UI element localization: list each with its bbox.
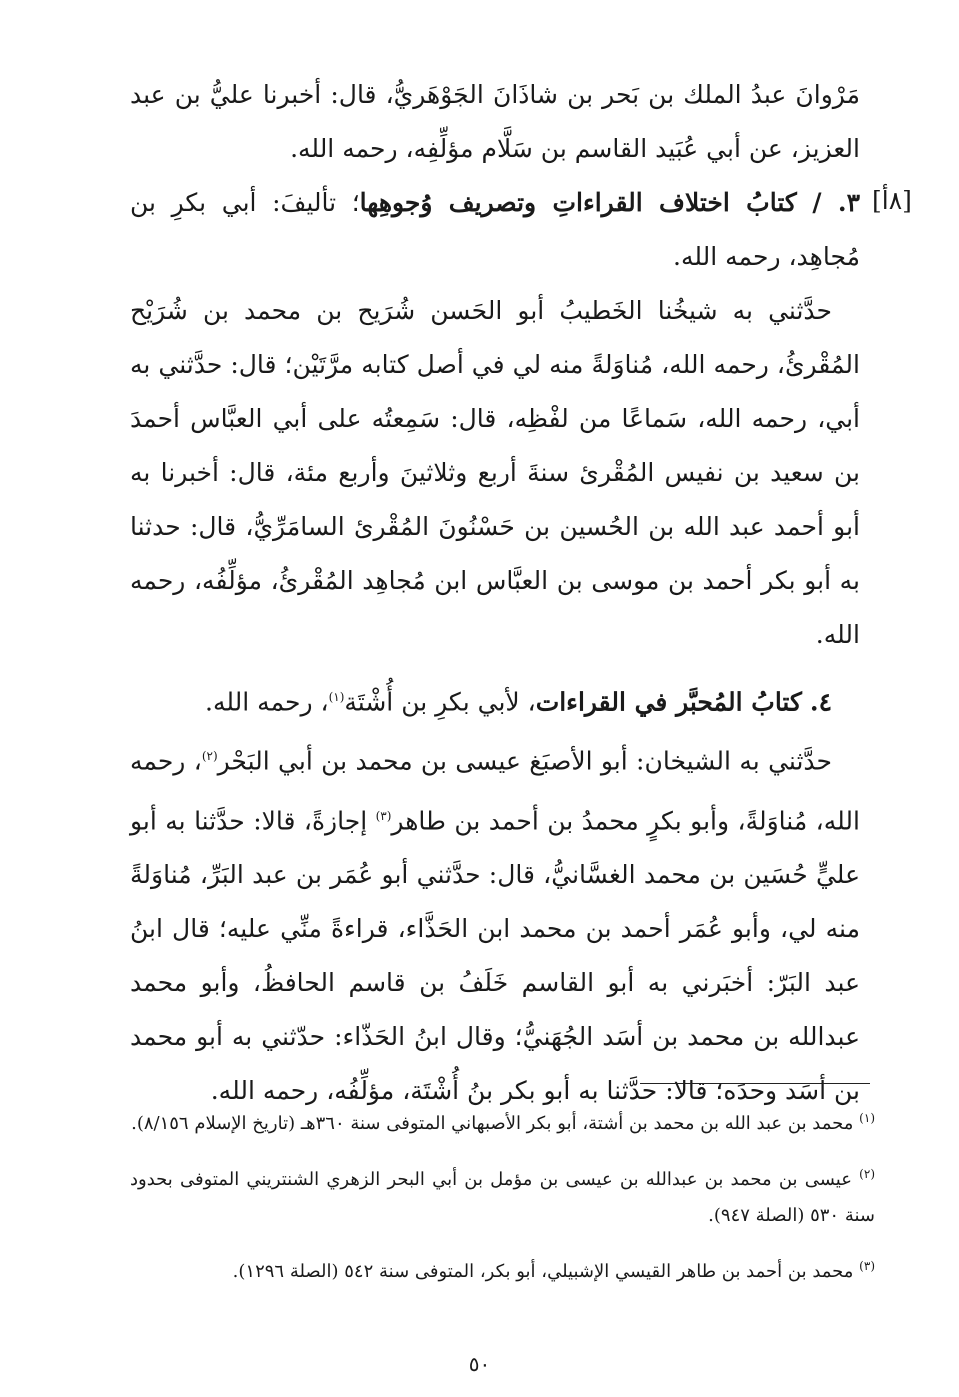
footnotes (130, 1100, 875, 1304)
footnote-1 (130, 1100, 875, 1142)
page-number: ٥٠ (468, 1352, 491, 1376)
main-text (130, 68, 860, 1118)
footnote-1-text: محمد بن عبد الله بن محمد بن أشتة، أبو بكر الأصبهاني المتوفى سنة ٣٦٠هـ (تاريخ الإسلام ٨/١٥٦). (131, 1113, 854, 1134)
footnote-ref-3[interactable]: (٣) (375, 808, 392, 823)
entry-4-author-a: ، لأبي بكرِ بن أُشْتَة (344, 687, 536, 717)
footnote-ref-1[interactable]: (١) (328, 690, 345, 704)
footnote-2-text: عيسى بن محمد بن عبدالله بن عيسى بن مؤمل بن أبي البحر الزهري الشنتريني المتوفى بحدود سنة ٥٣٠ (الصلة ٩٤٧). (130, 1169, 875, 1226)
footnote-2-mark: (٢) (859, 1167, 875, 1181)
entry-3-number: ٣. / (812, 188, 861, 217)
entry-4-title: كتابُ المُحبَّر في القراءات (535, 687, 802, 717)
entry-4-chain (130, 729, 860, 1118)
intro-paragraph: مَرْوانَ عبدُ الملك بن بَحر بن شاذَانَ الجَوْهَريُّ، قال: أخبرنا عليُّ بن عبد العزيز، عن أبي عُبَيد القاسم بن سَلَّام مؤلِّفِه، رحمه الله. (130, 80, 860, 163)
entry-3-heading (130, 176, 860, 284)
footnote-1-mark: (١) (859, 1111, 875, 1125)
entry-4-author-b: ، رحمه الله. (205, 687, 329, 717)
entry-3-chain: حدَّثني به شيخُنا الخَطيبُ أبو الحَسن شُرَيح بن محمد بن شُرَيْح المُقْرئُ، رحمه الله، مُناوَلةً منه لي في أصل كتابه مرَّتَيْن؛ قال: حدَّثني به أبي، رحمه الله، سَماعًا من لفْظِه، قال: سَمِعتُه على أبي العبَّاس أحمدَ بن سعيد بن نفيس المُقْرئ سنةَ أربع وثلاثينَ وأربع مئة، قال: أخبرنا به أبو أحمد عبد الله بن الحُسين بن حَسْنُونَ المُقْرئ السامَرِّيُّ، قال: حدثنا به أبو بكر أحمد بن موسى بن العبَّاس ابن مُجاهِد المُقْرئُ، مؤلِّفُه، رحمه الله. (130, 296, 860, 649)
entry-4-heading (130, 670, 860, 729)
entry-3-author: ؛ تأليفَ: أبي بكرِ بن مُجاهِد، رحمه الله. (130, 188, 860, 271)
footnote-divider (640, 1083, 870, 1084)
footnote-2 (130, 1156, 875, 1234)
footnote-ref-2[interactable]: (٢) (201, 749, 218, 764)
entry-4-chain-b: ، رحمه الله، مُناوَلةً، وأبو بكرٍ محمدُ بن أحمد بن طاهر (130, 746, 860, 835)
entry-4-chain-c: إجازةً، قالا: حدَّثنا به أبو عليٍّ حُسَين بن محمد الغسَّانيُّ، قال: حدَّثني أبو عُمَر بن عبد البَرِّ، مُناوَلةً منه لي، وأبو عُمَر أحمد بن محمد ابن الحَذَّاء، قراءةً منِّي عليه؛ قال ابنُ عبد البَرّ: أخبَرني به أبو القاسم خَلَفُ بن قاسم الحافظُ، وأبو محمد عبدالله بن محمد بن أسَد الجُهَنيُّ؛ وقال ابنُ الحَذّاء: حدّثني به أبو محمد بن أسَد وحدَه؛ قالا: حدَّثنا به أبو بكر بنُ أُشْتَة، مؤلِّفُه، رحمه الله. (130, 805, 860, 1105)
footnote-3-mark: (٣) (859, 1259, 875, 1273)
marginal-reference: [٨أ] (872, 186, 912, 215)
entry-3-title: كتابُ اختلاف القراءاتِ وتصريف وُجوهِها (359, 188, 797, 217)
entry-4-chain-a: حدَّثني به الشيخان: أبو الأصبَغ عيسى بن محمد بن أبي البَحْر (217, 746, 832, 776)
entry-4-number: ٤. (809, 687, 832, 717)
footnote-3-text: محمد بن أحمد بن طاهر القيسي الإشبيلي، أبو بكر، المتوفى سنة ٥٤٢ (الصلة ١٢٩٦). (232, 1261, 854, 1282)
footnote-3 (130, 1248, 875, 1290)
